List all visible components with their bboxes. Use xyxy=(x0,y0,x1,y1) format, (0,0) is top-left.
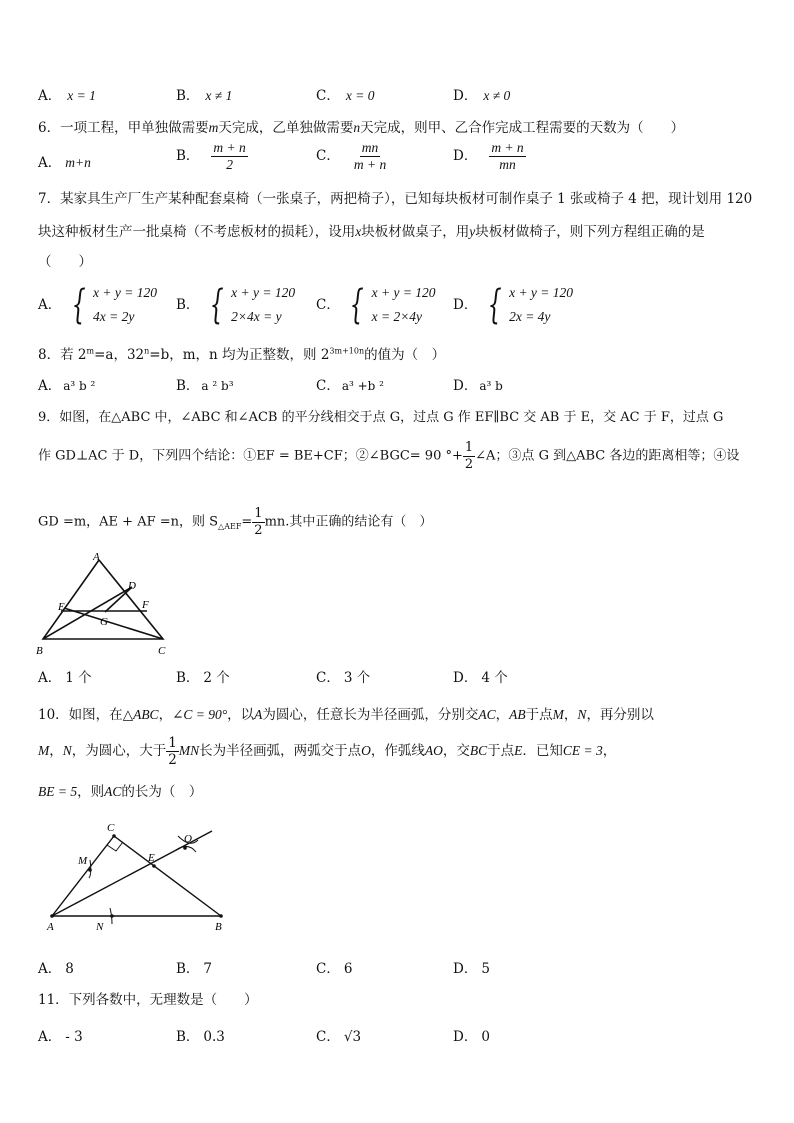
q11-option-a: A． - 3 xyxy=(38,1029,83,1045)
svg-text:F: F xyxy=(142,599,149,611)
svg-text:D: D xyxy=(128,580,136,592)
q7-option-c: C． { x + y = 120 x = 2×4y xyxy=(316,282,436,329)
q9-option-a: A． 1 个 xyxy=(38,670,92,686)
svg-text:C: C xyxy=(158,645,166,657)
q7-option-b: B． { x + y = 120 2×4x = y xyxy=(176,282,296,329)
q5-option-c: C． x = 0 xyxy=(316,88,375,104)
q8-option-c: C． a³ +b ² xyxy=(316,378,384,394)
q6-option-a: A． m+n xyxy=(38,155,91,171)
q8-option-a: A． a³ b ² xyxy=(38,378,96,394)
svg-text:A: A xyxy=(93,551,100,563)
svg-text:A: A xyxy=(47,921,54,933)
svg-text:B: B xyxy=(215,921,222,933)
q10-line1: 10．如图，在△ABC，∠C = 90°，以A为圆心，任意长为半径画弧，分别交AC，AB于点M，N，再分别以 xyxy=(38,707,654,723)
q11-option-d: D． 0 xyxy=(453,1029,490,1045)
q6-option-b: B． $\frac{m + n}{2}$ xyxy=(176,140,246,173)
q7-line3: （ ） xyxy=(38,254,92,270)
svg-text:O: O xyxy=(184,833,192,845)
q9-line2: 作 GD⊥AC 于 D，下列四个结论：①EF = BE+CF；②∠BGC= 90 °+ $\frac{1}{2}$ ∠A；③点 G 到△ABC 各边的距离相等；④设 xyxy=(38,440,740,472)
q10-option-c: C． 6 xyxy=(316,961,353,977)
q10-option-b: B． 7 xyxy=(176,961,213,977)
q11-stem: 11．下列各数中，无理数是（ ） xyxy=(38,992,258,1008)
q9-line3: GD =m，AE + AF =n，则 $S_{\triangle AEF}=$ $\frac{1}{2}$ mn.其中正确的结论有（ ） xyxy=(38,506,433,538)
q8-option-b: B． a ² b³ xyxy=(176,378,234,394)
svg-text:N: N xyxy=(96,921,104,933)
q9-option-d: D． 4 个 xyxy=(453,670,508,686)
svg-text:G: G xyxy=(100,616,108,628)
svg-text:E: E xyxy=(148,852,155,864)
svg-text:B: B xyxy=(36,645,43,657)
q5-option-a: A． x = 1 xyxy=(38,88,96,104)
q8-option-d: D． a³ b xyxy=(453,378,503,394)
q6-option-d: D． $\frac{m + n}{mn}$ xyxy=(453,140,524,173)
svg-text:M: M xyxy=(78,855,88,867)
q6-option-c: C． $\frac{mn}{m + n}$ xyxy=(316,140,387,173)
q9-line1: 9．如图，在△ABC 中，∠ABC 和∠ACB 的平分线相交于点 G，过点 G 作 EF∥BC 交 AB 于 E，交 AC 于 F，过点 G xyxy=(38,410,724,425)
q5-option-d: D． x ≠ 0 xyxy=(453,88,511,104)
q7-line2: 块这种板材生产一批桌椅（不考虑板材的损耗），设用x块板材做桌子，用y块板材做椅子，则下列方程组正确的是 xyxy=(38,224,705,240)
q7-option-d: D． { x + y = 120 2x = 4y xyxy=(453,282,574,329)
q6-stem: 6．一项工程，甲单独做需要m天完成，乙单独做需要n天完成，则甲、乙合作完成工程需要的天数为（ ） xyxy=(38,120,685,136)
q7-option-a: A． { x + y = 120 4x = 2y xyxy=(38,282,157,329)
q7-line1: 7．某家具生产厂生产某种配套桌椅（一张桌子，两把椅子），已知每块板材可制作桌子 1 张或椅子 4 把，现计划用 120 xyxy=(38,191,753,207)
q10-triangle-figure xyxy=(40,818,230,936)
svg-text:E: E xyxy=(58,601,65,613)
q9-triangle-figure xyxy=(30,548,180,660)
q10-line2: M，N，为圆心，大于 $\frac{1}{2}$ MN长为半径画弧，两弧交于点O，作弧线AO，交BC于点E．已知CE = 3， xyxy=(38,735,617,769)
q10-line3: BE = 5，则AC的长为（ ） xyxy=(38,784,203,800)
q5-option-b: B． x ≠ 1 xyxy=(176,88,233,104)
q10-option-d: D． 5 xyxy=(453,961,490,977)
q9-option-b: B． 2 个 xyxy=(176,670,230,686)
svg-text:C: C xyxy=(107,822,115,834)
q11-option-c: C． √3 xyxy=(316,1029,362,1045)
q11-option-b: B． 0.3 xyxy=(176,1029,225,1045)
q9-option-c: C． 3 个 xyxy=(316,670,371,686)
q8-stem: 8．若 $2^m=a$，$32^n=b$，m，n 均为正整数，则 $2^{3m+10n}$的值为（ ） xyxy=(38,346,446,363)
q10-option-a: A． 8 xyxy=(38,961,74,977)
